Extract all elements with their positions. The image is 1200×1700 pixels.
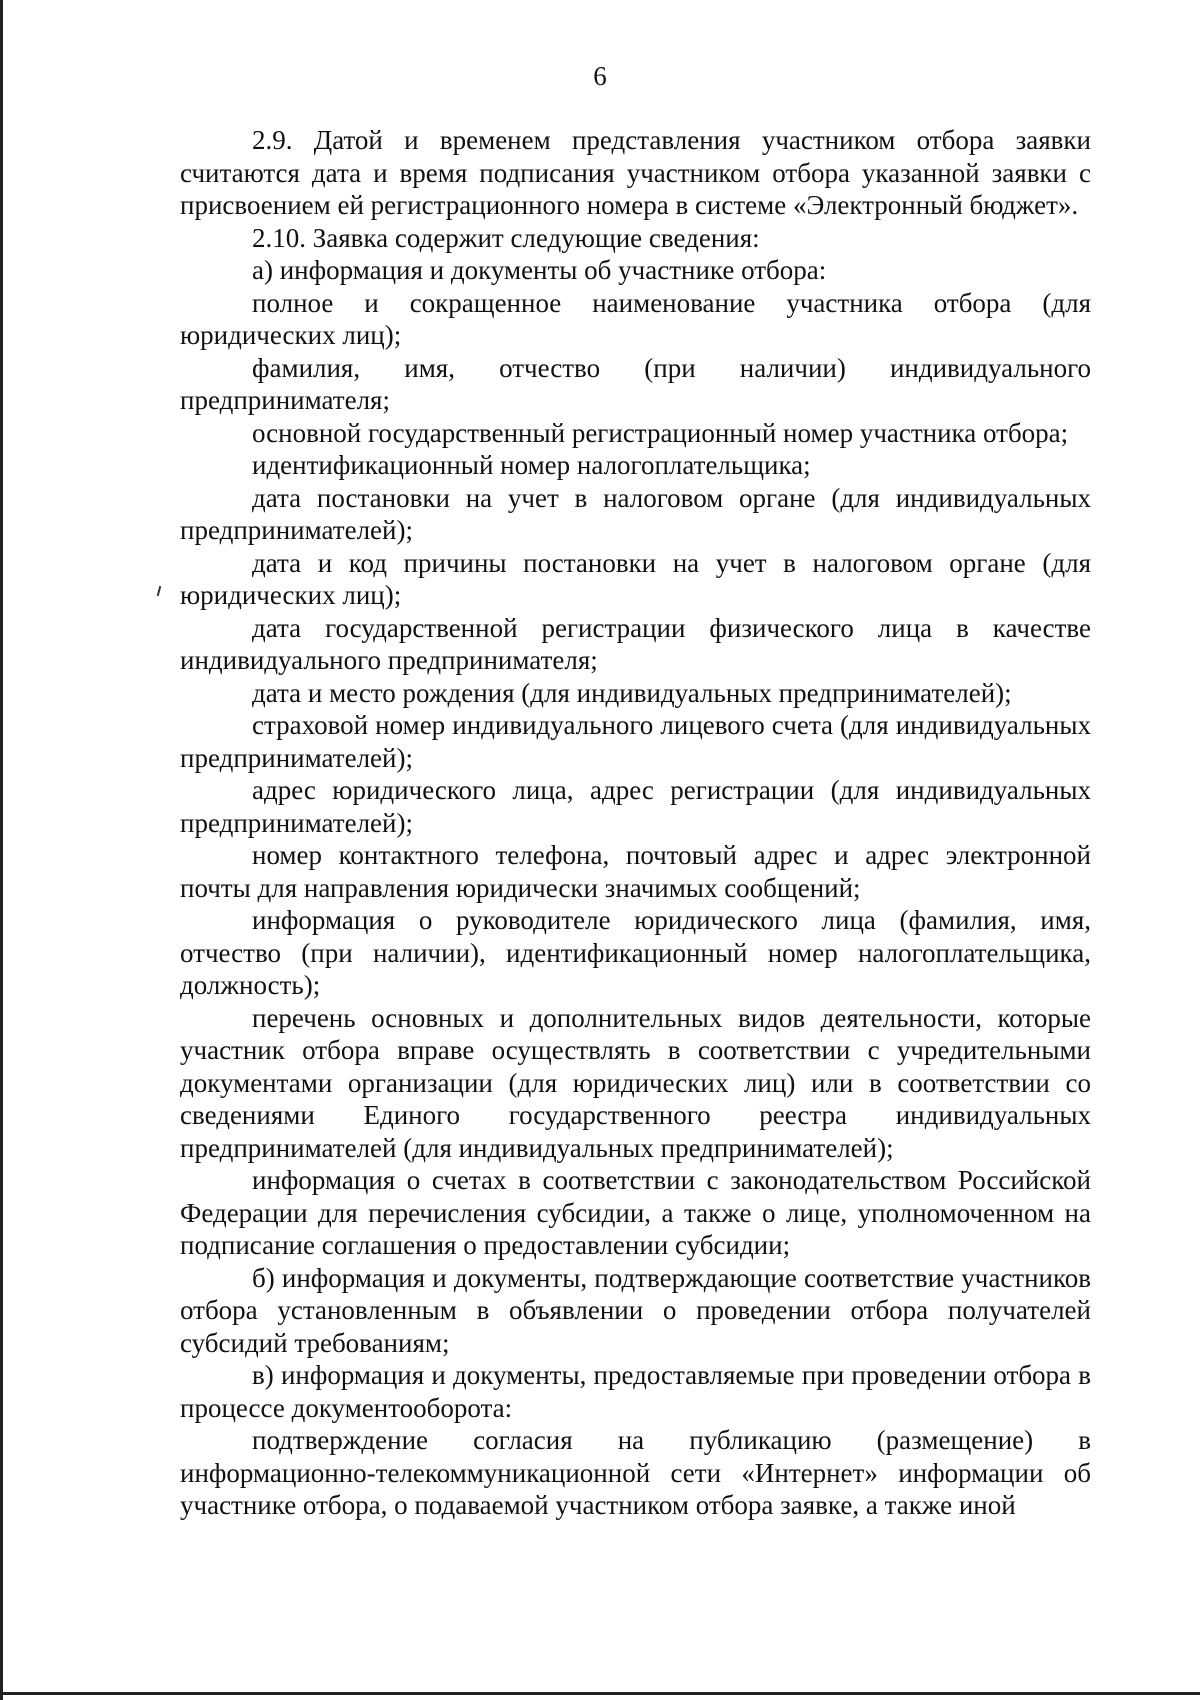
list-item-snils: страховой номер индивидуального лицевого счета (для индивидуальных предпринимателей); [180,710,1091,773]
scan-left-edge [0,0,3,1700]
list-item-tax-registration-date: дата постановки на учет в налоговом органе (для индивидуальных предпринимателей); [180,482,1091,545]
paragraph-2-9: 2.9. Датой и временем представления участником отбора заявки считаются дата и время подписания участником отбора указанной заявки с присвоением ей регистрационного номера в системе «Электронный бюджет». [180,125,1091,220]
page-number: 6 [593,61,607,91]
list-item-kpp: дата и код причины постановки на учет в налоговом органе (для юридических лиц); [180,547,1091,610]
scan-speck [157,586,162,596]
document-body [180,124,1091,1522]
list-item-fio: фамилия, имя, отчество (при наличии) индивидуального предпринимателя; [180,352,1091,415]
list-item-name: полное и сокращенное наименование участника отбора (для юридических лиц); [180,287,1091,350]
item-b: б) информация и документы, подтверждающие соответствие участников отбора установленным в объявлении о проведении отбора получателей субсидий требованиям; [180,1262,1091,1358]
list-item-publication-consent: подтверждение согласия на публикацию (размещение) в информационно-телекоммуникационной сети «Интернет» информации об участнике отбора, о подаваемой участником отбора заявке, а также иной [180,1425,1091,1520]
list-item-contacts: номер контактного телефона, почтовый адрес и адрес электронной почты для направления юридически значимых сообщений; [180,840,1091,903]
list-item-head-info: информация о руководителе юридического лица (фамилия, имя, отчество (при наличии), идентификационный номер налогоплательщика, должность); [180,905,1091,1000]
paragraph-2-10: 2.10. Заявка содержит следующие сведения: [252,222,760,253]
list-item-activities: перечень основных и дополнительных видов деятельности, которые участник отбора вправе осуществлять в соответствии с учредительными документами организации (для юридических лиц) или в соответствии со сведениями Единого государственного реестра индивидуальных предпринимателей (для индивидуальных предпринимателей); [180,1002,1091,1163]
list-item-inn: идентификационный номер налогоплательщика; [252,450,811,480]
list-item-accounts: информация о счетах в соответствии с законодательством Российской Федерации для перечисления субсидии, а также о лице, уполномоченном на подписание соглашения о предоставлении субсидии; [180,1165,1091,1260]
list-item-state-registration-date: дата государственной регистрации физического лица в качестве индивидуального предпринимателя; [180,612,1091,675]
item-a-heading: а) информация и документы об участнике отбора: [252,255,827,285]
list-item-birth: дата и место рождения (для индивидуальных предпринимателей); [252,677,1012,708]
list-item-address: адрес юридического лица, адрес регистрации (для индивидуальных предпринимателей); [180,775,1091,838]
scan-bottom-edge [0,1692,1200,1695]
list-item-ogrn: основной государственный регистрационный номер участника отбора; [252,417,1069,448]
item-v: в) информация и документы, предоставляемые при проведении отбора в процессе документооборота: [180,1360,1091,1423]
